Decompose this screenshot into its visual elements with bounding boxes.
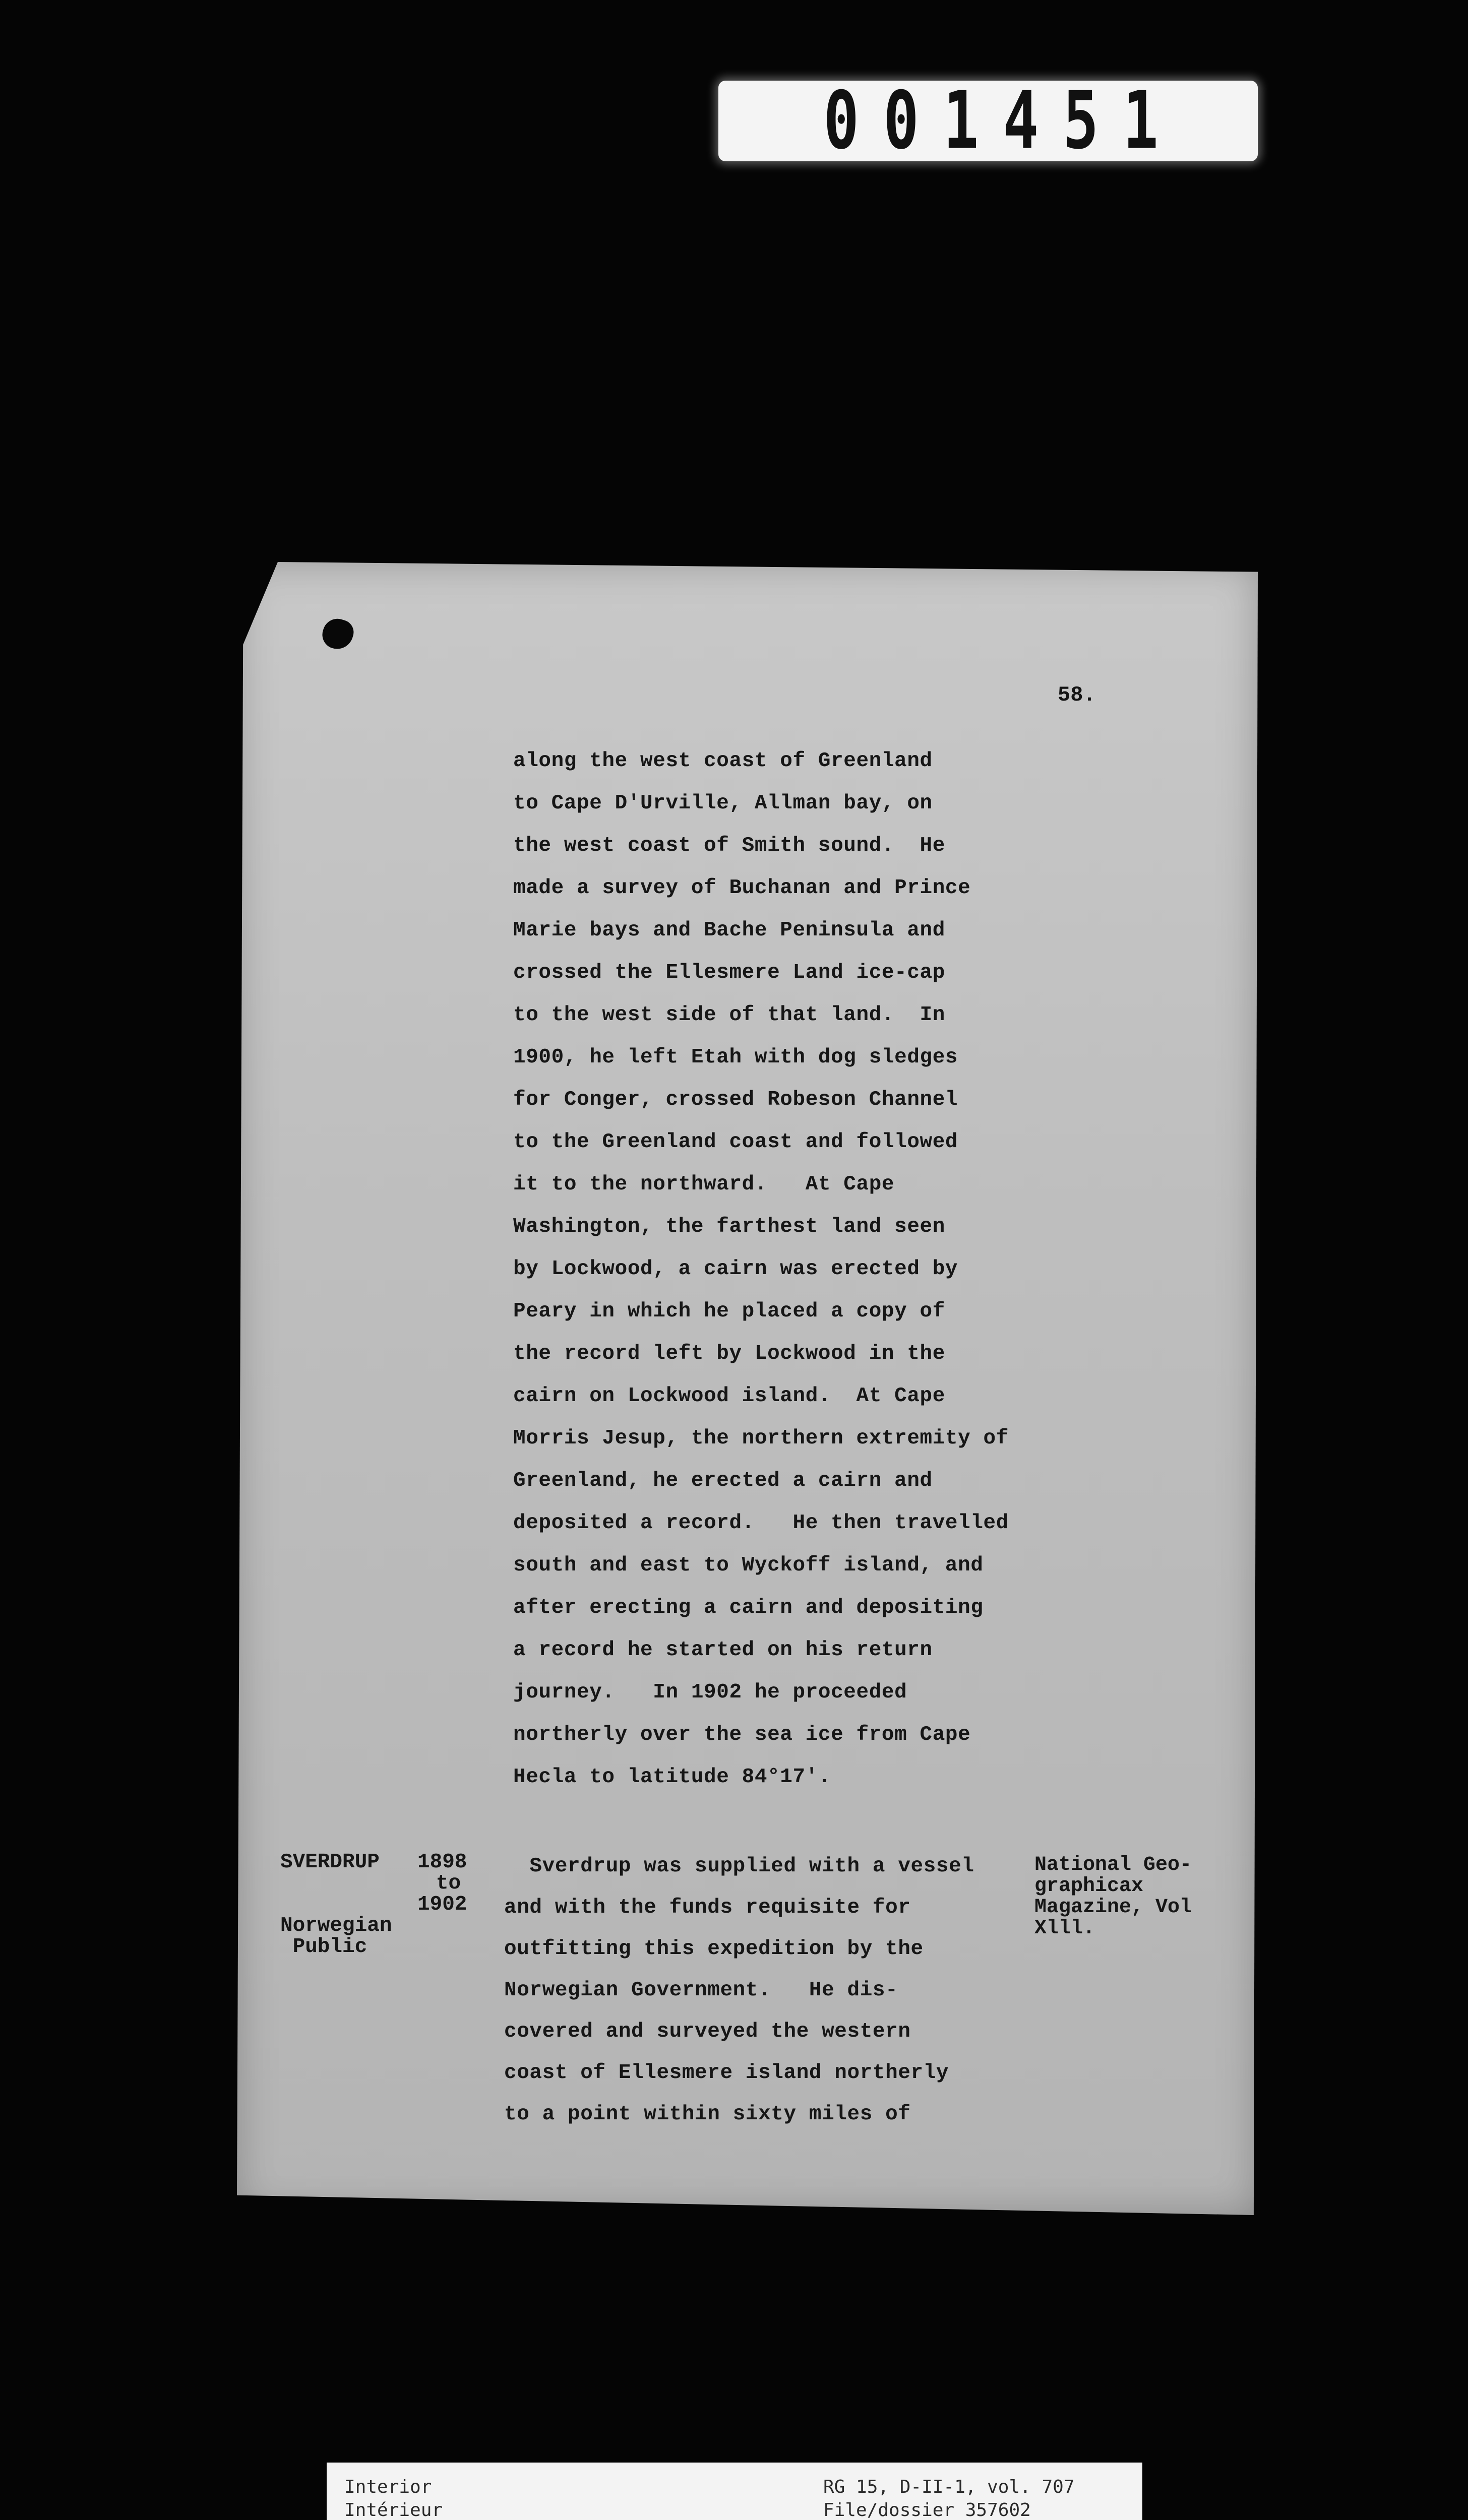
text-line: Peary in which he placed a copy of [513,1300,945,1323]
text-line: Norwegian Government. He dis- [504,1979,898,2002]
page-number: 58. [1058,683,1096,707]
text-line: crossed the Ellesmere Land ice-cap [513,961,945,984]
text-line: Marie bays and Bache Peninsula and [513,919,945,942]
text-line: covered and surveyed the western [504,2020,911,2043]
text-line: Washington, the farthest land seen [513,1215,945,1238]
text-line: Morris Jesup, the northern extremity of [513,1427,1009,1450]
text-line: to a point within sixty miles of [504,2103,911,2126]
record-group: RG 15, D-II-1, vol. 707 [823,2477,1075,2497]
text-line: Greenland, he erected a cairn and [513,1469,933,1492]
body-text [513,740,1058,1798]
entry-text [504,1846,1038,2135]
text-line: it to the northward. At Cape [513,1173,895,1196]
text-line: northerly over the sea ice from Cape [513,1723,971,1746]
text-line: to Cape D'Urville, Allman bay, on [513,792,933,815]
department-fr: Intérieur [344,2500,443,2520]
text-line: by Lockwood, a cairn was erected by [513,1257,958,1281]
frame-number-plate [718,75,1258,167]
frame-number: 001451 [823,75,1183,167]
text-line: coast of Ellesmere island northerly [504,2061,949,2085]
file-reference [823,2476,1075,2520]
text-line: to the west side of that land. In [513,1003,945,1027]
entry-name: SVERDRUP [280,1851,380,1874]
text-line: cairn on Lockwood island. At Cape [513,1384,945,1408]
entry-sponsor: Norwegian Public [280,1914,392,1959]
text-line: after erecting a cairn and depositing [513,1596,984,1619]
text-line: outfitting this expedition by the [504,1937,924,1961]
text-line: for Conger, crossed Robeson Channel [513,1088,958,1111]
text-line: a record he started on his return [513,1639,933,1662]
text-line: Hecla to latitude 84°17'. [513,1766,831,1789]
archive-info-strip [327,2463,1142,2520]
text-line: deposited a record. He then travelled [513,1511,1009,1535]
text-line: along the west coast of Greenland [513,749,933,773]
text-line: and with the funds requisite for [504,1896,911,1919]
text-line: to the Greenland coast and followed [513,1130,958,1154]
text-line: Sverdrup was supplied with a vessel [504,1855,974,1878]
entry-dates: 1898 to 1902 [417,1851,467,1916]
entry-reference: National Geo- graphicax Magazine, Vol Xlll. [1034,1854,1192,1940]
department-en: Interior [344,2477,432,2497]
text-line: the west coast of Smith sound. He [513,834,945,857]
file-number: File/dossier 357602 [823,2500,1031,2520]
text-line: journey. In 1902 he proceeded [513,1681,907,1704]
text-line: south and east to Wyckoff island, and [513,1554,984,1577]
text-line: the record left by Lockwood in the [513,1342,945,1365]
text-line: 1900, he left Etah with dog sledges [513,1046,958,1069]
text-line: made a survey of Buchanan and Prince [513,876,971,900]
department-label [344,2476,443,2520]
